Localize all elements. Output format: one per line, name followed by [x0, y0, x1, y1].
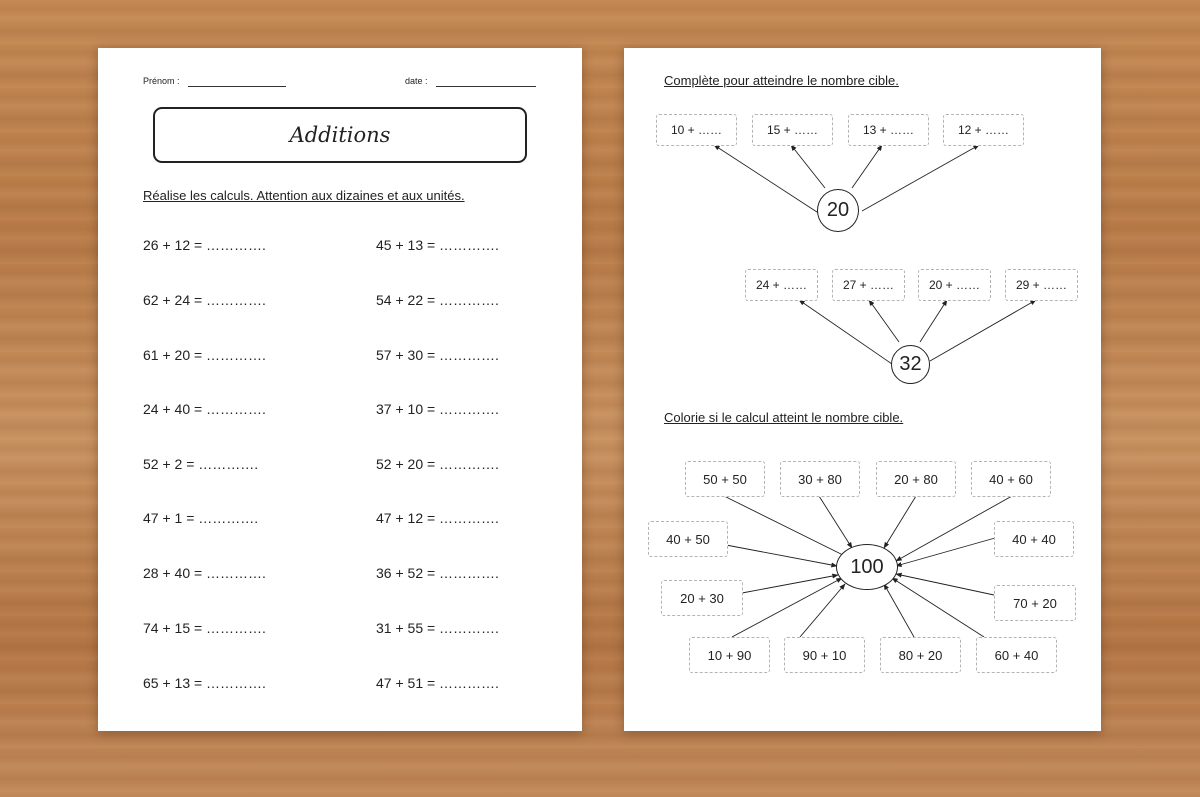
target-32-box[interactable]: 20 + ……	[918, 269, 991, 301]
worksheet-additions	[98, 48, 582, 731]
calc-box[interactable]: 70 + 20	[994, 585, 1076, 621]
title-box	[153, 107, 527, 163]
prenom-label: Prénom :	[143, 76, 180, 86]
arrow-line	[892, 578, 984, 637]
calc-item: 26 + 12 = ………….	[143, 237, 266, 253]
calc-item: 37 + 10 = ………….	[376, 401, 499, 417]
calc-box[interactable]: 50 + 50	[685, 461, 765, 497]
target-20-box[interactable]: 13 + ……	[848, 114, 929, 146]
arrow-line	[726, 545, 837, 566]
arrow-line	[896, 538, 995, 566]
target-circle-20: 20	[817, 189, 859, 232]
calc-item: 54 + 22 = ………….	[376, 292, 499, 308]
calc-box[interactable]: 40 + 40	[994, 521, 1074, 557]
arrow-line	[800, 584, 845, 637]
calc-box[interactable]: 20 + 30	[661, 580, 743, 616]
arrow-line	[862, 145, 979, 211]
target-32-box[interactable]: 27 + ……	[832, 269, 905, 301]
target-20-box[interactable]: 10 + ……	[656, 114, 737, 146]
calc-item: 31 + 55 = ………….	[376, 620, 499, 636]
arrow-line	[724, 496, 849, 558]
target-circle-32: 32	[891, 345, 930, 384]
calc-item: 65 + 13 = ………….	[143, 675, 266, 691]
calc-box[interactable]: 20 + 80	[876, 461, 956, 497]
calc-item: 74 + 15 = ………….	[143, 620, 266, 636]
arrow-line	[714, 145, 820, 214]
arrow-line	[799, 300, 892, 364]
arrow-line	[791, 145, 825, 188]
prenom-field[interactable]	[188, 86, 286, 87]
calc-item: 47 + 51 = ………….	[376, 675, 499, 691]
date-field[interactable]	[436, 86, 536, 87]
arrow-line	[852, 145, 882, 188]
target-20-box[interactable]: 15 + ……	[752, 114, 833, 146]
target-20-box[interactable]: 12 + ……	[943, 114, 1024, 146]
calc-item: 57 + 30 = ………….	[376, 347, 499, 363]
calc-item: 52 + 20 = ………….	[376, 456, 499, 472]
calc-item: 45 + 13 = ………….	[376, 237, 499, 253]
arrow-line	[896, 574, 994, 595]
target-32-box[interactable]: 29 + ……	[1005, 269, 1078, 301]
date-label: date :	[405, 76, 428, 86]
calc-box[interactable]: 90 + 10	[784, 637, 865, 673]
calc-box[interactable]: 40 + 50	[648, 521, 728, 557]
instruction-colour: Colorie si le calcul atteint le nombre cible.	[664, 410, 904, 425]
calc-item: 36 + 52 = ………….	[376, 565, 499, 581]
calc-item: 28 + 40 = ………….	[143, 565, 266, 581]
calc-item: 52 + 2 = ………….	[143, 456, 259, 472]
calc-item: 47 + 12 = ………….	[376, 510, 499, 526]
arrow-line	[884, 584, 914, 637]
calc-box[interactable]: 80 + 20	[880, 637, 961, 673]
calc-box[interactable]: 60 + 40	[976, 637, 1057, 673]
target-circle-100: 100	[836, 544, 898, 590]
calc-box[interactable]: 10 + 90	[689, 637, 770, 673]
instruction-left: Réalise les calculs. Attention aux dizaines et aux unités.	[143, 188, 465, 203]
arrow-line	[930, 300, 1036, 361]
connector-arrows	[624, 48, 1101, 731]
calc-item: 62 + 24 = ………….	[143, 292, 266, 308]
arrow-line	[884, 496, 916, 548]
calc-box[interactable]: 40 + 60	[971, 461, 1051, 497]
page-title: Additions	[289, 123, 391, 147]
target-32-box[interactable]: 24 + ……	[745, 269, 818, 301]
arrow-line	[742, 575, 838, 593]
arrow-line	[869, 300, 899, 342]
worksheet-target-number	[624, 48, 1101, 731]
arrow-line	[819, 496, 852, 548]
calc-box[interactable]: 30 + 80	[780, 461, 860, 497]
calc-item: 47 + 1 = ………….	[143, 510, 259, 526]
arrow-line	[920, 300, 947, 342]
instruction-complete: Complète pour atteindre le nombre cible.	[664, 73, 899, 88]
calc-item: 24 + 40 = ………….	[143, 401, 266, 417]
calc-item: 61 + 20 = ………….	[143, 347, 266, 363]
